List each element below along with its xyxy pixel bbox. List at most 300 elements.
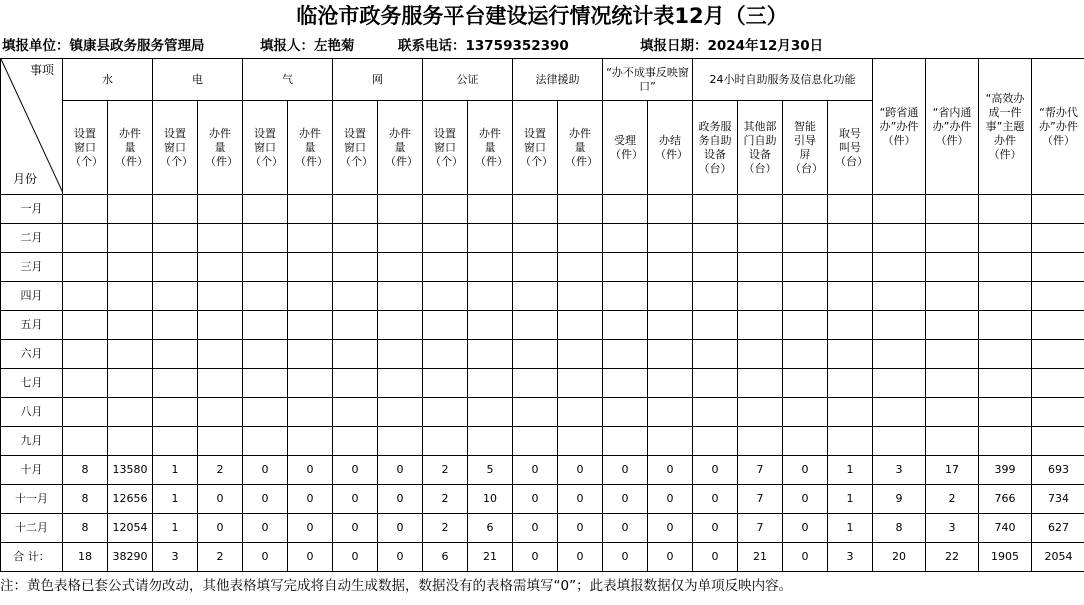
value-cell[interactable]	[468, 253, 513, 282]
value-cell[interactable]: 17	[926, 456, 979, 485]
value-cell[interactable]: 734	[1032, 485, 1084, 514]
value-cell[interactable]: 5	[468, 456, 513, 485]
page-title: 临沧市政务服务平台建设运行情况统计表12月（三）	[296, 4, 788, 28]
value-cell[interactable]	[738, 340, 783, 369]
value-cell[interactable]: 0	[783, 456, 828, 485]
value-cell[interactable]	[63, 195, 108, 224]
value-cell[interactable]	[378, 398, 423, 427]
value-cell[interactable]	[926, 398, 979, 427]
value-cell[interactable]	[783, 369, 828, 398]
value-cell[interactable]	[738, 398, 783, 427]
value-cell[interactable]: 0	[333, 485, 378, 514]
value-cell[interactable]: 22	[926, 543, 979, 572]
table-row	[1, 427, 1084, 456]
value-cell[interactable]	[63, 369, 108, 398]
value-cell[interactable]	[333, 427, 378, 456]
contact-phone: 联系电话：13759352390	[398, 38, 569, 54]
value-cell[interactable]	[926, 282, 979, 311]
value-cell[interactable]	[926, 224, 979, 253]
value-cell[interactable]	[979, 224, 1032, 253]
value-cell[interactable]: 1	[153, 456, 198, 485]
value-cell[interactable]	[468, 427, 513, 456]
value-cell[interactable]	[979, 253, 1032, 282]
value-cell[interactable]	[558, 311, 603, 340]
value-cell[interactable]	[243, 311, 288, 340]
value-cell[interactable]: 0	[603, 543, 648, 572]
value-cell[interactable]	[603, 282, 648, 311]
value-cell[interactable]	[603, 369, 648, 398]
value-cell[interactable]	[243, 369, 288, 398]
value-cell[interactable]	[558, 369, 603, 398]
value-cell[interactable]	[693, 398, 738, 427]
value-cell[interactable]	[288, 195, 333, 224]
month-cell: 九月	[1, 427, 63, 456]
value-cell[interactable]	[603, 427, 648, 456]
value-cell[interactable]: 0	[693, 456, 738, 485]
value-cell[interactable]	[648, 340, 693, 369]
value-cell[interactable]	[873, 253, 926, 282]
header-efficient: “高效办成一件事”主题办件（件）	[979, 59, 1032, 195]
value-cell[interactable]: 0	[603, 514, 648, 543]
value-cell[interactable]: 0	[648, 514, 693, 543]
value-cell[interactable]: 0	[288, 456, 333, 485]
value-cell[interactable]	[423, 253, 468, 282]
value-cell[interactable]: 0	[243, 514, 288, 543]
value-cell[interactable]: 0	[648, 485, 693, 514]
value-cell[interactable]	[513, 282, 558, 311]
value-cell[interactable]	[648, 282, 693, 311]
value-cell[interactable]: 2	[926, 485, 979, 514]
value-cell[interactable]	[423, 427, 468, 456]
value-cell[interactable]: 0	[288, 485, 333, 514]
value-cell[interactable]	[738, 195, 783, 224]
value-cell[interactable]	[423, 369, 468, 398]
value-cell[interactable]	[333, 398, 378, 427]
value-cell[interactable]: 0	[603, 456, 648, 485]
value-cell[interactable]	[243, 195, 288, 224]
value-cell[interactable]	[558, 253, 603, 282]
value-cell[interactable]	[423, 224, 468, 253]
value-cell[interactable]: 0	[513, 456, 558, 485]
value-cell[interactable]: 0	[198, 485, 243, 514]
value-cell[interactable]	[693, 282, 738, 311]
value-cell[interactable]: 0	[783, 485, 828, 514]
value-cell[interactable]	[288, 282, 333, 311]
value-cell[interactable]: 8	[873, 514, 926, 543]
value-cell[interactable]: 1	[828, 456, 873, 485]
value-cell[interactable]	[288, 253, 333, 282]
value-cell[interactable]	[693, 340, 738, 369]
value-cell[interactable]	[979, 311, 1032, 340]
value-cell[interactable]	[648, 224, 693, 253]
value-cell[interactable]	[288, 369, 333, 398]
value-cell[interactable]	[979, 398, 1032, 427]
value-cell[interactable]	[693, 224, 738, 253]
value-cell[interactable]	[153, 253, 198, 282]
value-cell[interactable]: 0	[243, 485, 288, 514]
value-cell[interactable]	[468, 340, 513, 369]
value-cell[interactable]	[603, 224, 648, 253]
value-cell[interactable]	[979, 340, 1032, 369]
value-cell[interactable]	[378, 195, 423, 224]
value-cell[interactable]	[513, 253, 558, 282]
value-cell[interactable]: 6	[468, 514, 513, 543]
value-cell[interactable]	[288, 224, 333, 253]
value-cell[interactable]	[979, 369, 1032, 398]
value-cell[interactable]	[979, 195, 1032, 224]
value-cell[interactable]	[198, 195, 243, 224]
value-cell[interactable]: 0	[378, 456, 423, 485]
value-cell[interactable]	[423, 340, 468, 369]
value-cell[interactable]	[423, 398, 468, 427]
value-cell[interactable]	[153, 340, 198, 369]
value-cell[interactable]	[108, 311, 153, 340]
value-cell[interactable]	[198, 398, 243, 427]
month-cell: 十月	[1, 456, 63, 485]
month-cell: 一月	[1, 195, 63, 224]
value-cell[interactable]	[243, 253, 288, 282]
value-cell[interactable]	[783, 224, 828, 253]
value-cell[interactable]	[378, 282, 423, 311]
value-cell[interactable]	[153, 427, 198, 456]
value-cell[interactable]	[198, 311, 243, 340]
value-cell[interactable]	[423, 195, 468, 224]
value-cell[interactable]	[108, 282, 153, 311]
value-cell[interactable]	[468, 369, 513, 398]
value-cell[interactable]	[828, 427, 873, 456]
value-cell[interactable]	[828, 369, 873, 398]
value-cell[interactable]	[243, 427, 288, 456]
value-cell[interactable]: 3	[873, 456, 926, 485]
value-cell[interactable]	[693, 311, 738, 340]
value-cell[interactable]	[738, 253, 783, 282]
value-cell[interactable]: 0	[513, 514, 558, 543]
value-cell[interactable]: 3	[926, 514, 979, 543]
value-cell[interactable]	[603, 195, 648, 224]
value-cell[interactable]: 1	[153, 514, 198, 543]
value-cell[interactable]	[926, 369, 979, 398]
value-cell[interactable]	[1032, 195, 1084, 224]
value-cell[interactable]	[108, 427, 153, 456]
value-cell[interactable]	[378, 427, 423, 456]
value-cell[interactable]	[1032, 253, 1084, 282]
value-cell[interactable]: 0	[378, 485, 423, 514]
value-cell[interactable]	[926, 253, 979, 282]
value-cell[interactable]: 0	[558, 514, 603, 543]
value-cell[interactable]	[873, 398, 926, 427]
value-cell[interactable]: 0	[693, 543, 738, 572]
value-cell[interactable]: 0	[783, 543, 828, 572]
value-cell[interactable]	[783, 282, 828, 311]
value-cell[interactable]	[333, 311, 378, 340]
value-cell[interactable]: 740	[979, 514, 1032, 543]
value-cell[interactable]: 0	[198, 514, 243, 543]
value-cell[interactable]	[603, 398, 648, 427]
value-cell[interactable]: 0	[333, 514, 378, 543]
sub-closed: 办结（件）	[648, 101, 693, 195]
value-cell[interactable]	[1032, 398, 1084, 427]
value-cell[interactable]: 0	[558, 543, 603, 572]
value-cell[interactable]	[63, 311, 108, 340]
value-cell[interactable]	[738, 427, 783, 456]
value-cell[interactable]	[828, 311, 873, 340]
value-cell[interactable]	[979, 282, 1032, 311]
value-cell[interactable]: 0	[648, 456, 693, 485]
value-cell[interactable]	[468, 224, 513, 253]
value-cell[interactable]	[693, 253, 738, 282]
value-cell[interactable]: 21	[468, 543, 513, 572]
value-cell[interactable]	[153, 282, 198, 311]
value-cell[interactable]: 10	[468, 485, 513, 514]
value-cell[interactable]	[468, 311, 513, 340]
value-cell[interactable]	[828, 195, 873, 224]
value-cell[interactable]: 2	[198, 543, 243, 572]
value-cell[interactable]	[648, 427, 693, 456]
value-cell[interactable]	[288, 311, 333, 340]
value-cell[interactable]	[378, 253, 423, 282]
value-cell[interactable]	[198, 340, 243, 369]
value-cell[interactable]: 0	[603, 485, 648, 514]
value-cell[interactable]	[603, 253, 648, 282]
value-cell[interactable]	[153, 369, 198, 398]
value-cell[interactable]	[333, 224, 378, 253]
value-cell[interactable]: 2	[198, 456, 243, 485]
value-cell[interactable]	[693, 427, 738, 456]
value-cell[interactable]	[198, 282, 243, 311]
value-cell[interactable]: 8	[63, 514, 108, 543]
value-cell[interactable]	[288, 427, 333, 456]
value-cell[interactable]	[558, 224, 603, 253]
value-cell[interactable]	[873, 369, 926, 398]
value-cell[interactable]: 0	[513, 543, 558, 572]
value-cell[interactable]	[333, 282, 378, 311]
value-cell[interactable]	[108, 340, 153, 369]
value-cell[interactable]	[63, 398, 108, 427]
value-cell[interactable]	[1032, 282, 1084, 311]
value-cell[interactable]	[828, 398, 873, 427]
value-cell[interactable]: 7	[738, 514, 783, 543]
value-cell[interactable]: 3	[153, 543, 198, 572]
value-cell[interactable]	[648, 253, 693, 282]
value-cell[interactable]	[513, 369, 558, 398]
value-cell[interactable]	[603, 340, 648, 369]
value-cell[interactable]	[423, 311, 468, 340]
value-cell[interactable]	[423, 282, 468, 311]
value-cell[interactable]	[558, 282, 603, 311]
value-cell[interactable]	[108, 195, 153, 224]
value-cell[interactable]	[783, 340, 828, 369]
value-cell[interactable]: 0	[243, 456, 288, 485]
value-cell[interactable]: 2	[423, 485, 468, 514]
value-cell[interactable]	[783, 311, 828, 340]
value-cell[interactable]	[198, 369, 243, 398]
value-cell[interactable]: 0	[243, 543, 288, 572]
value-cell[interactable]	[1032, 340, 1084, 369]
value-cell[interactable]	[63, 427, 108, 456]
value-cell[interactable]	[288, 398, 333, 427]
value-cell[interactable]	[1032, 311, 1084, 340]
value-cell[interactable]	[468, 282, 513, 311]
value-cell[interactable]	[468, 195, 513, 224]
value-cell[interactable]	[513, 398, 558, 427]
value-cell[interactable]: 0	[558, 456, 603, 485]
value-cell[interactable]	[558, 195, 603, 224]
value-cell[interactable]	[288, 340, 333, 369]
value-cell[interactable]: 0	[288, 514, 333, 543]
value-cell[interactable]	[468, 398, 513, 427]
value-cell[interactable]	[198, 253, 243, 282]
value-cell[interactable]	[738, 311, 783, 340]
value-cell[interactable]: 12054	[108, 514, 153, 543]
group-water: 水	[63, 59, 153, 101]
value-cell[interactable]: 7	[738, 456, 783, 485]
sub-cases: 办件量（件）	[288, 101, 333, 195]
value-cell[interactable]: 693	[1032, 456, 1084, 485]
value-cell[interactable]	[243, 398, 288, 427]
value-cell[interactable]	[693, 369, 738, 398]
value-cell[interactable]: 0	[333, 456, 378, 485]
value-cell[interactable]: 2	[423, 456, 468, 485]
value-cell[interactable]	[153, 398, 198, 427]
value-cell[interactable]	[648, 398, 693, 427]
value-cell[interactable]	[378, 224, 423, 253]
value-cell[interactable]	[513, 340, 558, 369]
value-cell[interactable]	[333, 340, 378, 369]
value-cell[interactable]	[378, 311, 423, 340]
value-cell[interactable]	[926, 340, 979, 369]
value-cell[interactable]: 0	[783, 514, 828, 543]
table-row	[1, 398, 1084, 427]
value-cell[interactable]	[63, 282, 108, 311]
value-cell[interactable]	[558, 398, 603, 427]
value-cell[interactable]	[153, 195, 198, 224]
value-cell[interactable]: 0	[513, 485, 558, 514]
value-cell[interactable]	[333, 369, 378, 398]
value-cell[interactable]: 0	[693, 485, 738, 514]
value-cell[interactable]	[648, 369, 693, 398]
value-cell[interactable]: 20	[873, 543, 926, 572]
value-cell[interactable]: 0	[333, 543, 378, 572]
value-cell[interactable]	[738, 224, 783, 253]
value-cell[interactable]	[783, 427, 828, 456]
value-cell[interactable]	[873, 282, 926, 311]
value-cell[interactable]: 7	[738, 485, 783, 514]
value-cell[interactable]	[333, 253, 378, 282]
value-cell[interactable]: 627	[1032, 514, 1084, 543]
value-cell[interactable]	[108, 224, 153, 253]
fill-unit: 填报单位：镇康县政务服务管理局	[2, 38, 205, 54]
value-cell[interactable]	[1032, 427, 1084, 456]
value-cell[interactable]	[378, 340, 423, 369]
value-cell[interactable]	[828, 340, 873, 369]
value-cell[interactable]: 1	[153, 485, 198, 514]
value-cell[interactable]	[926, 311, 979, 340]
value-cell[interactable]	[513, 195, 558, 224]
value-cell[interactable]	[603, 311, 648, 340]
value-cell[interactable]	[873, 224, 926, 253]
value-cell[interactable]: 12656	[108, 485, 153, 514]
value-cell[interactable]	[828, 282, 873, 311]
value-cell[interactable]	[63, 253, 108, 282]
value-cell[interactable]	[513, 224, 558, 253]
value-cell[interactable]: 13580	[108, 456, 153, 485]
value-cell[interactable]	[873, 195, 926, 224]
value-cell[interactable]	[243, 282, 288, 311]
value-cell[interactable]	[693, 195, 738, 224]
value-cell[interactable]: 9	[873, 485, 926, 514]
value-cell[interactable]	[783, 253, 828, 282]
value-cell[interactable]: 2054	[1032, 543, 1084, 572]
value-cell[interactable]	[108, 369, 153, 398]
value-cell[interactable]	[979, 427, 1032, 456]
value-cell[interactable]	[1032, 369, 1084, 398]
sub-cases: 办件量（件）	[378, 101, 423, 195]
value-cell[interactable]: 0	[558, 485, 603, 514]
group-complaint-window: “办不成事反映窗口”	[603, 59, 693, 101]
value-cell[interactable]	[108, 253, 153, 282]
value-cell[interactable]	[873, 311, 926, 340]
value-cell[interactable]	[648, 195, 693, 224]
value-cell[interactable]	[1032, 224, 1084, 253]
value-cell[interactable]: 0	[693, 514, 738, 543]
value-cell[interactable]	[153, 311, 198, 340]
value-cell[interactable]	[783, 398, 828, 427]
value-cell[interactable]: 766	[979, 485, 1032, 514]
value-cell[interactable]	[558, 340, 603, 369]
value-cell[interactable]	[873, 340, 926, 369]
value-cell[interactable]	[828, 224, 873, 253]
value-cell[interactable]	[926, 427, 979, 456]
value-cell[interactable]	[198, 224, 243, 253]
value-cell[interactable]: 8	[63, 456, 108, 485]
value-cell[interactable]	[198, 427, 243, 456]
value-cell[interactable]	[378, 369, 423, 398]
value-cell[interactable]: 0	[378, 543, 423, 572]
value-cell[interactable]: 0	[378, 514, 423, 543]
value-cell[interactable]	[513, 427, 558, 456]
value-cell[interactable]	[63, 224, 108, 253]
value-cell[interactable]: 0	[648, 543, 693, 572]
value-cell[interactable]: 1	[828, 514, 873, 543]
value-cell[interactable]: 1	[828, 485, 873, 514]
value-cell[interactable]	[333, 195, 378, 224]
value-cell[interactable]	[873, 427, 926, 456]
value-cell[interactable]: 38290	[108, 543, 153, 572]
value-cell[interactable]	[513, 311, 558, 340]
value-cell[interactable]	[243, 224, 288, 253]
value-cell[interactable]	[738, 282, 783, 311]
value-cell[interactable]	[828, 253, 873, 282]
value-cell[interactable]	[108, 398, 153, 427]
value-cell[interactable]: 18	[63, 543, 108, 572]
value-cell[interactable]	[243, 340, 288, 369]
value-cell[interactable]	[153, 224, 198, 253]
value-cell[interactable]	[926, 195, 979, 224]
value-cell[interactable]: 1905	[979, 543, 1032, 572]
value-cell[interactable]: 8	[63, 485, 108, 514]
value-cell[interactable]	[648, 311, 693, 340]
value-cell[interactable]: 399	[979, 456, 1032, 485]
value-cell[interactable]: 6	[423, 543, 468, 572]
value-cell[interactable]	[558, 427, 603, 456]
value-cell[interactable]: 21	[738, 543, 783, 572]
value-cell[interactable]: 3	[828, 543, 873, 572]
value-cell[interactable]: 2	[423, 514, 468, 543]
value-cell[interactable]	[738, 369, 783, 398]
value-cell[interactable]	[783, 195, 828, 224]
value-cell[interactable]: 0	[288, 543, 333, 572]
value-cell[interactable]	[63, 340, 108, 369]
